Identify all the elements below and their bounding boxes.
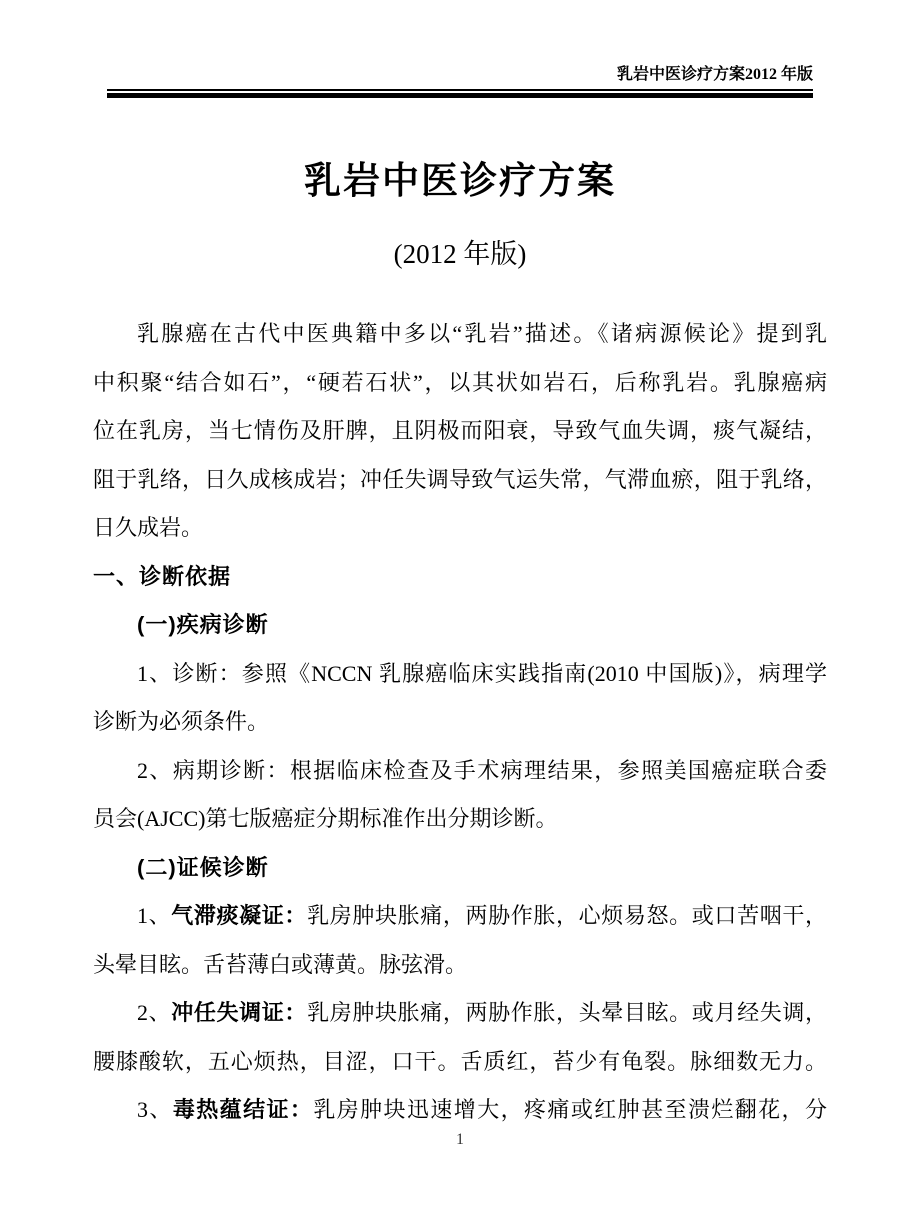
section-heading-diagnosis-basis: 一、诊断依据	[93, 563, 232, 589]
intro-line-4: 阻于乳络，日久成核成岩；冲任失调导致气运失常，气滞血瘀，阻于乳络，	[93, 466, 827, 492]
subsection-heading-syndrome-diagnosis: (二)证候诊断	[137, 854, 269, 880]
syndrome1-line-1	[93, 892, 827, 941]
syndrome3-term: 毒热蕴结证：	[172, 1097, 314, 1122]
header-rule-thin-line	[107, 89, 813, 91]
diagnosis-item2-line-1: 2、病期诊断：根据临床检查及手术病理结果，参照美国癌症联合委	[137, 757, 827, 783]
intro-line-3: 位在乳房，当七情伤及肝脾，且阴极而阳衰，导致气血失调，痰气凝结，	[93, 418, 827, 443]
header-rule-thick-line	[107, 93, 813, 98]
intro-line-5: 日久成岩。	[93, 515, 204, 540]
syndrome1-term: 气滞痰凝证：	[171, 903, 308, 928]
page-number: 1	[456, 1131, 464, 1148]
intro-line-1: 乳腺癌在古代中医典籍中多以“乳岩”描述。《诸病源候论》提到乳	[137, 321, 827, 346]
diagnosis-item1-line-1: 1、诊断：参照《NCCN 乳腺癌临床实践指南(2010 中国版)》，病理学	[137, 660, 827, 686]
syndrome2-line-2: 腰膝酸软，五心烦热，目涩，口干。舌质红，苔少有龟裂。脉细数无力。	[93, 1048, 827, 1074]
document-body	[93, 310, 827, 1135]
syndrome2-number: 2、	[137, 1000, 172, 1025]
document-edition-subtitle: (2012 年版)	[393, 239, 527, 269]
diagnosis-item1-line-2: 诊断为必须条件。	[93, 709, 270, 734]
syndrome3-desc: 乳房肿块迅速增大，疼痛或红肿甚至溃烂翻花，分	[313, 1097, 827, 1122]
syndrome3-line-1	[93, 1086, 827, 1135]
syndrome2-desc: 乳房肿块胀痛，两胁作胀，头晕目眩。或月经失调，	[307, 1000, 827, 1025]
intro-line-2: 中积聚“结合如石”，“硬若石状”，以其状如岩石，后称乳岩。乳腺癌病	[93, 369, 827, 395]
syndrome2-line-1	[93, 989, 827, 1038]
syndrome3-number: 3、	[137, 1097, 173, 1122]
subsection-heading-disease-diagnosis: (一)疾病诊断	[137, 612, 269, 637]
syndrome1-desc: 乳房肿块胀痛，两胁作胀，心烦易怒。或口苦咽干，	[307, 903, 827, 928]
page-header-text: 乳岩中医诊疗方案2012 年版	[616, 66, 813, 83]
syndrome1-line-2: 头晕目眩。舌苔薄白或薄黄。脉弦滑。	[93, 951, 468, 977]
syndrome1-number: 1、	[137, 903, 172, 928]
document-title: 乳岩中医诊疗方案	[304, 161, 616, 202]
syndrome2-term: 冲任失调证：	[171, 1000, 308, 1025]
header-rule	[107, 89, 813, 98]
diagnosis-item2-line-2: 员会(AJCC)第七版癌症分期标准作出分期诊断。	[93, 806, 558, 831]
